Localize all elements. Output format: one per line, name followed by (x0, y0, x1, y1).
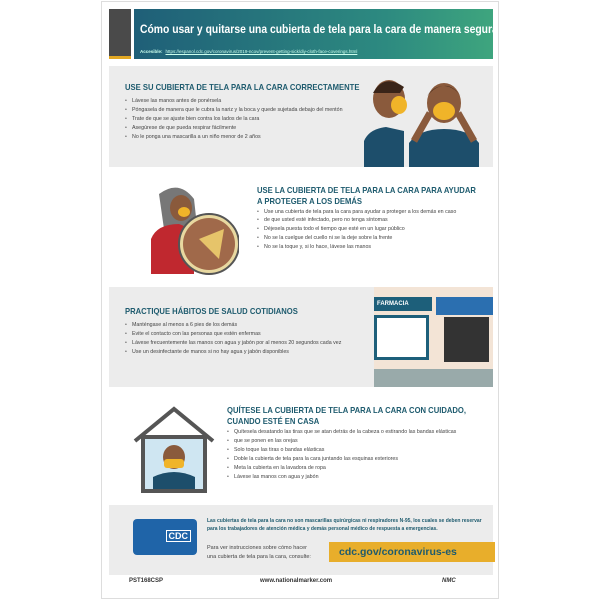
section-title: USE LA CUBIERTA DE TELA PARA LA CARA PARA AYUDAR (257, 185, 476, 195)
section-title-line2: CUANDO ESTÉ EN CASA (227, 416, 320, 426)
section-remove-carefully (109, 395, 493, 500)
accessible-link[interactable]: https://espanol.cdc.gov/coronavirus/2019-ncov/prevent-getting-sick/diy-cloth-face-coverings.html (165, 49, 358, 54)
section-title: USE SU CUBIERTA DE TELA PARA LA CARA CORRECTAMENTE (125, 82, 360, 92)
list-item: • Déjesela puesta todo el tiempo que esté en un lugar público (257, 225, 500, 234)
nmc-logo: NMC (442, 578, 456, 584)
notice-box (109, 505, 493, 575)
cdc-logo: CDC (133, 519, 197, 555)
section-health-habits (109, 287, 493, 387)
pharmacy-sign: FARMACIA (374, 297, 432, 311)
list-item: • Trate de que se ajuste bien contra los lados de la cara (125, 115, 386, 124)
section-use-correctly (109, 66, 493, 167)
website: www.nationalmarker.com (260, 578, 333, 584)
list-item: • Meta la cubierta en la lavadora de ropa (227, 464, 493, 473)
accessible-label: Accesible: (140, 49, 163, 54)
pharmacy-illustration (374, 287, 493, 387)
woman-with-mask-illustration (139, 184, 239, 280)
list-item: • Manténgase al menos a 6 pies de los demás (125, 321, 341, 330)
product-code: PST168CSP (129, 578, 164, 584)
page-title: Cómo usar y quitarse una cubierta de tela para la cara de manera segura (140, 24, 498, 36)
header-banner (134, 9, 498, 59)
house-mask-illustration (131, 405, 217, 493)
list-item: • No se la toque y, si lo hace, lávese las manos (257, 243, 500, 252)
list-item: • Lávese las manos con agua y jabón (227, 473, 493, 482)
list-item: • Asegúrese de que pueda respirar fácilmente (125, 124, 386, 133)
section-title-line2: A PROTEGER A LOS DEMÁS (257, 196, 362, 206)
cdc-link[interactable]: cdc.gov/coronavirus-es (329, 542, 495, 562)
list-item: • Lávese las manos antes de ponérsela (125, 97, 386, 106)
poster (101, 1, 499, 599)
header-accent-block (109, 9, 131, 59)
list-item: • No le ponga una mascarilla a un niño menor de 2 años (125, 133, 386, 142)
list-item: • Doble la cubierta de tela para la cara juntando las esquinas exteriores (227, 455, 493, 464)
list-item: • Lávese frecuentemente las manos con agua y jabón por al menos 20 segundos cada vez (125, 339, 341, 348)
list-item: • Solo toque las tiras o bandas elásticas (227, 446, 493, 455)
list-item: • de que usted esté infectado, pero no tenga síntomas (257, 216, 500, 225)
list-item: • No se la cuelgue del cuello ni se la deje sobre la frente (257, 234, 500, 243)
list-item: • Póngasela de manera que le cubra la nariz y la boca y quede sujetada debajo del mentón (125, 106, 386, 115)
section-title: PRACTIQUE HÁBITOS DE SALUD COTIDIANOS (125, 306, 298, 316)
list-item: • Use una cubierta de tela para la cara para ayudar a proteger a los demás en caso (257, 208, 500, 217)
list-item: • que se ponen en las orejas (227, 437, 493, 446)
list-item: • Quítesela desatando las tiras que se atan detrás de la cabeza o estirando las bandas elásticas (227, 428, 493, 437)
list-item: • Use un desinfectante de manos si no hay agua y jabón disponibles (125, 348, 341, 357)
notice-instructions: Para ver instrucciones sobre cómo hacer una cubierta de tela para la cara, consulte: (207, 545, 311, 560)
notice-warning: Las cubiertas de tela para la cara no son mascarillas quirúrgicas ni respiradores N-95, los cuales se deben reservar para los trabajadores de atención médica y demás personal médico de respuesta a emergencias. (207, 518, 482, 532)
people-wearing-masks-illustration (364, 71, 492, 167)
list-item: • Evite el contacto con las personas que estén enfermas (125, 330, 341, 339)
section-title: QUÍTESE LA CUBIERTA DE TELA PARA LA CARA CON CUIDADO, (227, 405, 466, 415)
section-protect-others (109, 172, 493, 282)
